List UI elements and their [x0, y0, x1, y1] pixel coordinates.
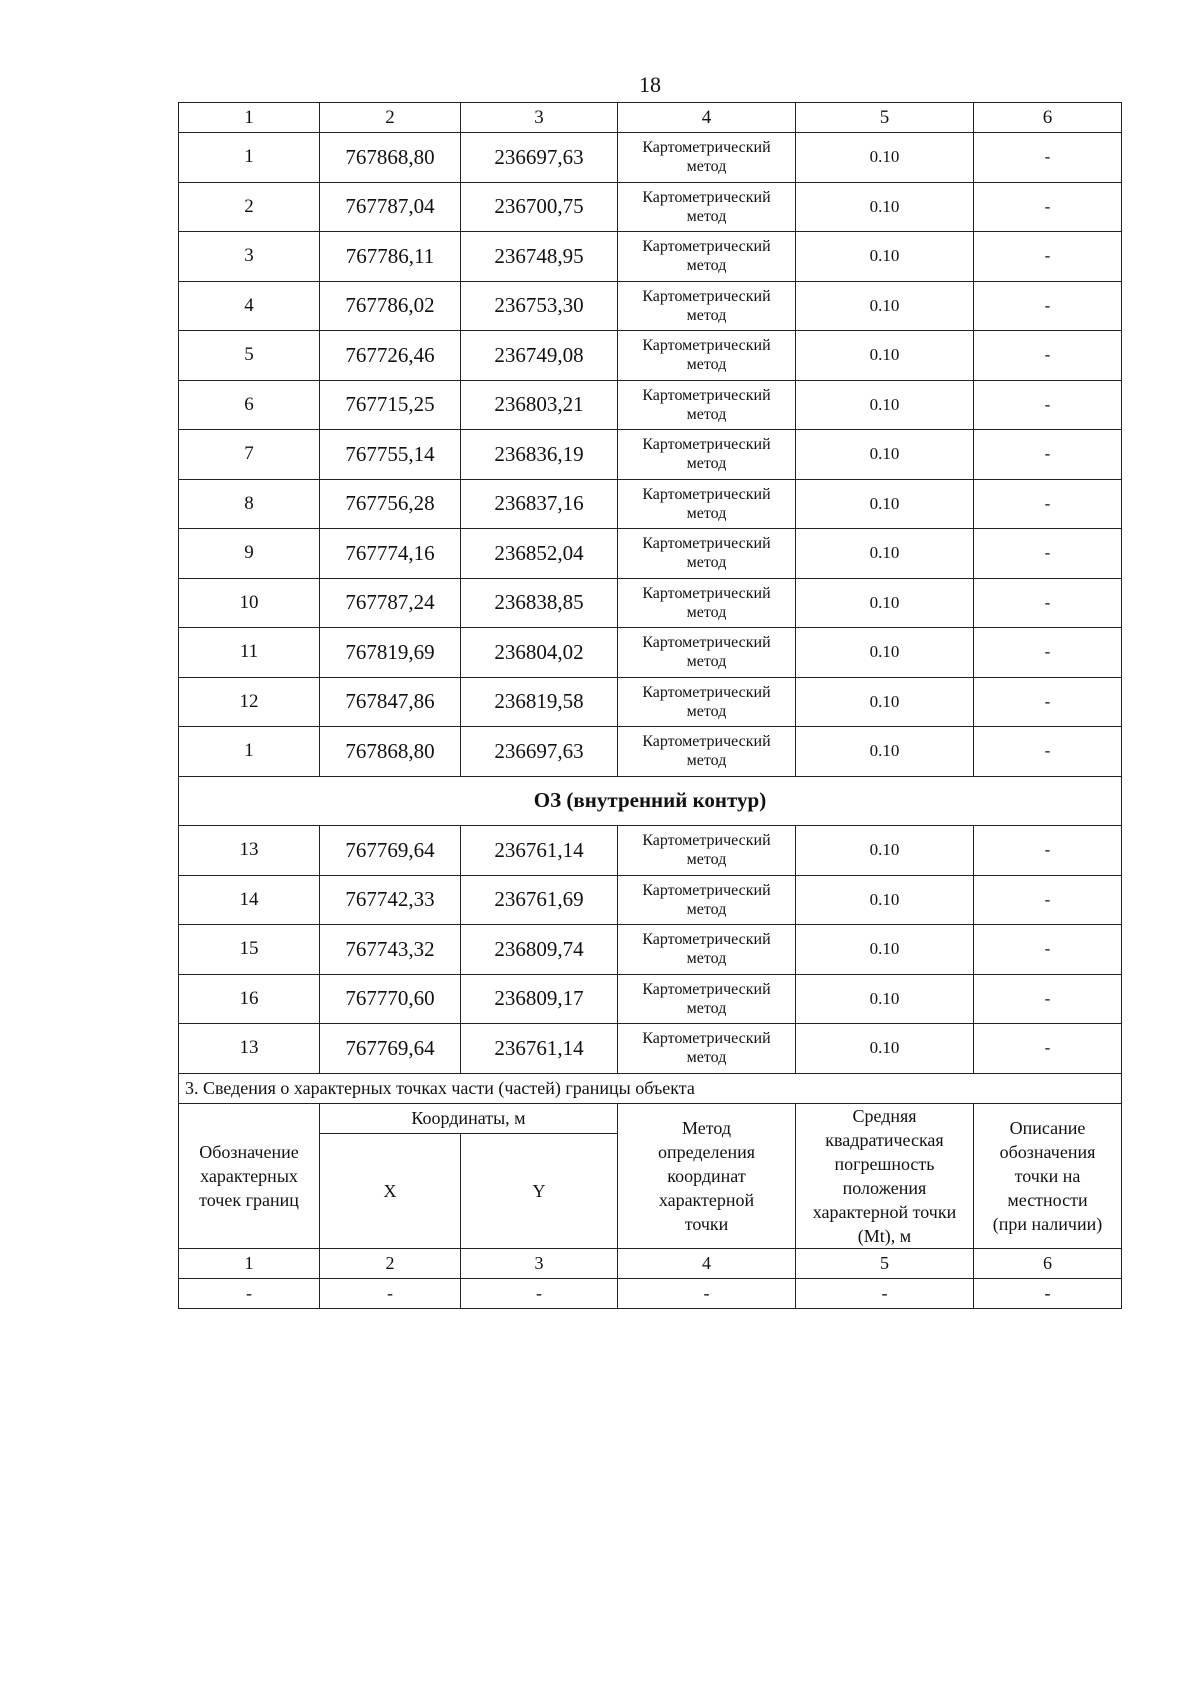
error-cell: 0.10 [796, 133, 974, 183]
method-line: метод [686, 950, 727, 968]
x-coordinate-cell: 767787,24 [320, 578, 461, 628]
y-coordinate-cell: 236761,14 [461, 1024, 618, 1074]
point-cell: 1 [179, 727, 320, 777]
table-row [179, 677, 1122, 727]
method-line: метод [686, 455, 727, 473]
method-line: Картометрический [642, 386, 771, 404]
point-cell: 2 [179, 182, 320, 232]
error-cell: 0.10 [796, 677, 974, 727]
header-line: точек границ [199, 1189, 299, 1210]
y-coordinate-cell: 236809,17 [461, 974, 618, 1024]
x-coordinate-cell: 767847,86 [320, 677, 461, 727]
empty-value-cell: - [796, 1278, 974, 1308]
header-line: характерной точки [812, 1201, 957, 1222]
point-cell: 10 [179, 578, 320, 628]
method-line: Картометрический [642, 980, 771, 998]
x-coordinate-cell: 767726,46 [320, 331, 461, 381]
point-cell: 8 [179, 479, 320, 529]
error-cell: 0.10 [796, 1024, 974, 1074]
x-coordinate-cell: 767774,16 [320, 529, 461, 579]
table-row [179, 331, 1122, 381]
column-number: 1 [179, 1248, 320, 1278]
description-cell: - [974, 281, 1122, 331]
error-cell: 0.10 [796, 430, 974, 480]
table-row [179, 578, 1122, 628]
method-line: Картометрический [642, 683, 771, 701]
description-header [974, 1103, 1122, 1248]
description-cell: - [974, 628, 1122, 678]
method-cell [618, 281, 796, 331]
table-row [179, 133, 1122, 183]
y-coordinate-cell: 236697,63 [461, 133, 618, 183]
method-line: Картометрический [642, 832, 771, 850]
method-line: Картометрический [642, 287, 771, 305]
method-line: метод [686, 554, 727, 572]
x-coordinate-cell: 767868,80 [320, 727, 461, 777]
table-row [179, 430, 1122, 480]
table-row [179, 974, 1122, 1024]
description-cell: - [974, 727, 1122, 777]
point-cell: 7 [179, 430, 320, 480]
description-cell: - [974, 677, 1122, 727]
method-line: метод [686, 900, 727, 918]
method-cell [618, 974, 796, 1024]
description-cell: - [974, 875, 1122, 925]
method-line: Картометрический [642, 337, 771, 355]
method-line: Картометрический [642, 1030, 771, 1048]
method-line: метод [686, 158, 727, 176]
point-cell: 14 [179, 875, 320, 925]
method-line: Картометрический [642, 485, 771, 503]
point-cell: 16 [179, 974, 320, 1024]
header-line: квадратическая [825, 1129, 944, 1150]
column-number: 5 [796, 1248, 974, 1278]
method-line: метод [686, 653, 727, 671]
method-line: метод [686, 207, 727, 225]
table-row [179, 875, 1122, 925]
y-coordinate-cell: 236803,21 [461, 380, 618, 430]
header-line: Средняя [852, 1105, 917, 1126]
inner-contour-heading: ОЗ (внутренний контур) [179, 776, 1122, 826]
point-cell: 12 [179, 677, 320, 727]
method-cell [618, 826, 796, 876]
table-row [179, 232, 1122, 282]
error-cell: 0.10 [796, 529, 974, 579]
table-row [179, 727, 1122, 777]
description-cell: - [974, 380, 1122, 430]
table-row [179, 182, 1122, 232]
error-cell: 0.10 [796, 232, 974, 282]
coordinates-header: Координаты, м [320, 1103, 618, 1133]
table-row [179, 479, 1122, 529]
column-number: 1 [179, 103, 320, 133]
error-cell: 0.10 [796, 331, 974, 381]
empty-value-cell: - [320, 1278, 461, 1308]
y-coordinate-cell: 236838,85 [461, 578, 618, 628]
y-coordinate-cell: 236804,02 [461, 628, 618, 678]
method-line: метод [686, 257, 727, 275]
description-cell: - [974, 182, 1122, 232]
point-cell: 5 [179, 331, 320, 381]
x-coordinate-cell: 767819,69 [320, 628, 461, 678]
header-line: координат [667, 1165, 746, 1186]
error-cell: 0.10 [796, 628, 974, 678]
description-cell: - [974, 133, 1122, 183]
table-row [179, 1024, 1122, 1074]
description-cell: - [974, 925, 1122, 975]
method-line: метод [686, 603, 727, 621]
table-row [179, 826, 1122, 876]
y-coordinate-cell: 236761,69 [461, 875, 618, 925]
method-cell [618, 628, 796, 678]
method-line: метод [686, 851, 727, 869]
error-cell: 0.10 [796, 479, 974, 529]
header-line: Метод [681, 1117, 732, 1138]
section3-data-row [179, 1278, 1122, 1308]
method-cell [618, 529, 796, 579]
header-line: характерных [200, 1165, 298, 1186]
description-cell: - [974, 826, 1122, 876]
method-cell [618, 430, 796, 480]
method-line: Картометрический [642, 436, 771, 454]
method-cell [618, 727, 796, 777]
header-line: точки на [1014, 1165, 1081, 1186]
section-heading-row [179, 776, 1122, 826]
section3-column-number-row [179, 1248, 1122, 1278]
error-cell: 0.10 [796, 182, 974, 232]
empty-value-cell: - [179, 1278, 320, 1308]
method-line: метод [686, 405, 727, 423]
header-line: точки [684, 1213, 729, 1234]
method-line: Картометрический [642, 733, 771, 751]
method-line: Картометрический [642, 584, 771, 602]
error-cell: 0.10 [796, 925, 974, 975]
method-line: Картометрический [642, 535, 771, 553]
x-header: X [320, 1133, 461, 1248]
method-line: Картометрический [642, 188, 771, 206]
table-row [179, 925, 1122, 975]
column-number: 4 [618, 103, 796, 133]
x-coordinate-cell: 767742,33 [320, 875, 461, 925]
method-line: метод [686, 356, 727, 374]
header-line: обозначения [999, 1141, 1096, 1162]
error-cell: 0.10 [796, 875, 974, 925]
x-coordinate-cell: 767743,32 [320, 925, 461, 975]
coordinates-table [178, 102, 1122, 1309]
empty-value-cell: - [618, 1278, 796, 1308]
page-number: 18 [639, 72, 661, 97]
y-coordinate-cell: 236761,14 [461, 826, 618, 876]
method-line: Картометрический [642, 634, 771, 652]
method-line: Картометрический [642, 238, 771, 256]
point-cell: 13 [179, 1024, 320, 1074]
method-header [618, 1103, 796, 1248]
error-cell: 0.10 [796, 380, 974, 430]
header-line: местности [1007, 1189, 1088, 1210]
method-cell [618, 677, 796, 727]
table-row [179, 628, 1122, 678]
column-number-row [179, 103, 1122, 133]
point-cell: 3 [179, 232, 320, 282]
column-number: 5 [796, 103, 974, 133]
point-cell: 4 [179, 281, 320, 331]
empty-value-cell: - [974, 1278, 1122, 1308]
x-coordinate-cell: 767769,64 [320, 1024, 461, 1074]
point-cell: 15 [179, 925, 320, 975]
method-line: метод [686, 1049, 727, 1067]
y-coordinate-cell: 236837,16 [461, 479, 618, 529]
error-header [796, 1103, 974, 1248]
error-cell: 0.10 [796, 727, 974, 777]
y-coordinate-cell: 236819,58 [461, 677, 618, 727]
method-cell [618, 232, 796, 282]
method-cell [618, 1024, 796, 1074]
y-coordinate-cell: 236748,95 [461, 232, 618, 282]
method-line: метод [686, 306, 727, 324]
point-cell: 11 [179, 628, 320, 678]
section3-title-row [179, 1073, 1122, 1103]
x-coordinate-cell: 767769,64 [320, 826, 461, 876]
description-cell: - [974, 331, 1122, 381]
method-cell [618, 875, 796, 925]
header-line: погрешность [834, 1153, 935, 1174]
method-line: метод [686, 702, 727, 720]
method-cell [618, 380, 796, 430]
empty-value-cell: - [461, 1278, 618, 1308]
description-cell: - [974, 974, 1122, 1024]
header-line: положения [842, 1177, 927, 1198]
header-line: Обозначение [199, 1141, 299, 1162]
point-designation-header [179, 1103, 320, 1248]
description-cell: - [974, 232, 1122, 282]
header-line: Описание [1009, 1117, 1086, 1138]
y-header: Y [461, 1133, 618, 1248]
point-cell: 13 [179, 826, 320, 876]
column-number: 6 [974, 103, 1122, 133]
header-line: определения [657, 1141, 756, 1162]
point-cell: 6 [179, 380, 320, 430]
column-number: 2 [320, 103, 461, 133]
method-line: метод [686, 999, 727, 1017]
section3-title: 3. Сведения о характерных точках части (частей) границы объекта [179, 1073, 1122, 1103]
description-cell: - [974, 479, 1122, 529]
description-cell: - [974, 578, 1122, 628]
error-cell: 0.10 [796, 974, 974, 1024]
point-cell: 9 [179, 529, 320, 579]
method-line: Картометрический [642, 139, 771, 157]
y-coordinate-cell: 236836,19 [461, 430, 618, 480]
header-line: характерной [658, 1189, 755, 1210]
table-row [179, 380, 1122, 430]
column-number: 6 [974, 1248, 1122, 1278]
method-cell [618, 331, 796, 381]
y-coordinate-cell: 236749,08 [461, 331, 618, 381]
description-cell: - [974, 1024, 1122, 1074]
point-cell: 1 [179, 133, 320, 183]
method-line: метод [686, 752, 727, 770]
method-line: Картометрический [642, 931, 771, 949]
y-coordinate-cell: 236700,75 [461, 182, 618, 232]
header-line: (при наличии) [992, 1213, 1103, 1234]
table-row [179, 529, 1122, 579]
error-cell: 0.10 [796, 578, 974, 628]
column-number: 3 [461, 103, 618, 133]
column-number: 3 [461, 1248, 618, 1278]
x-coordinate-cell: 767715,25 [320, 380, 461, 430]
method-cell [618, 925, 796, 975]
y-coordinate-cell: 236697,63 [461, 727, 618, 777]
method-cell [618, 578, 796, 628]
description-cell: - [974, 430, 1122, 480]
error-cell: 0.10 [796, 281, 974, 331]
method-cell [618, 182, 796, 232]
column-number: 2 [320, 1248, 461, 1278]
x-coordinate-cell: 767770,60 [320, 974, 461, 1024]
x-coordinate-cell: 767755,14 [320, 430, 461, 480]
method-line: Картометрический [642, 881, 771, 899]
error-cell: 0.10 [796, 826, 974, 876]
description-cell: - [974, 529, 1122, 579]
x-coordinate-cell: 767786,02 [320, 281, 461, 331]
y-coordinate-cell: 236809,74 [461, 925, 618, 975]
section3-header-row [179, 1103, 1122, 1133]
x-coordinate-cell: 767787,04 [320, 182, 461, 232]
y-coordinate-cell: 236852,04 [461, 529, 618, 579]
column-number: 4 [618, 1248, 796, 1278]
y-coordinate-cell: 236753,30 [461, 281, 618, 331]
x-coordinate-cell: 767786,11 [320, 232, 461, 282]
header-line: (Mt), м [857, 1225, 912, 1246]
method-cell [618, 479, 796, 529]
table-row [179, 281, 1122, 331]
x-coordinate-cell: 767868,80 [320, 133, 461, 183]
x-coordinate-cell: 767756,28 [320, 479, 461, 529]
method-line: метод [686, 504, 727, 522]
method-cell [618, 133, 796, 183]
